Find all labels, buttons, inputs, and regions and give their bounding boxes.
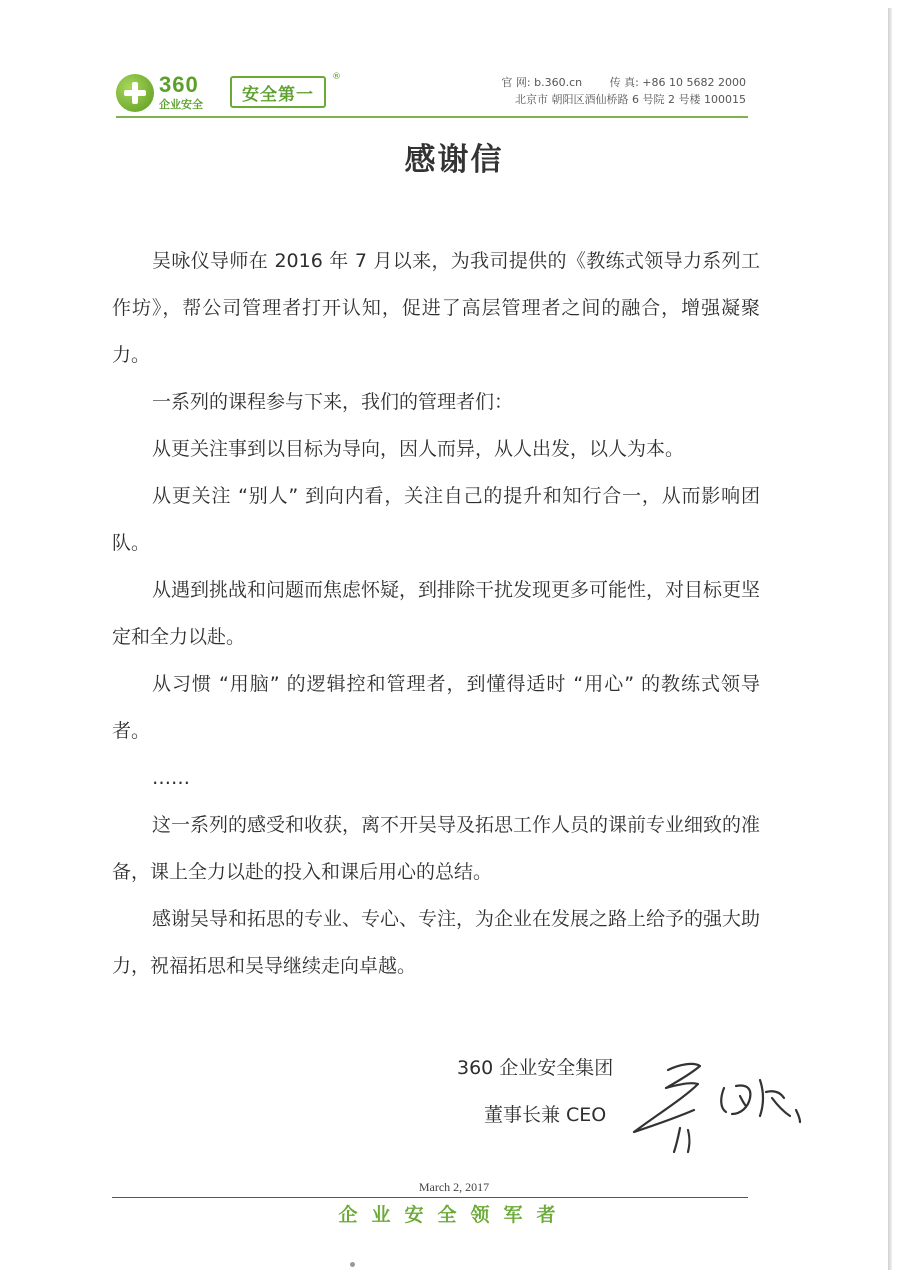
paragraph: 从更关注事到以目标为导向，因人而异，从人出发，以人为本。 <box>152 438 685 460</box>
footer-divider <box>112 1197 748 1198</box>
logo-subtitle: 企业安全 <box>159 98 203 111</box>
paragraph: …… <box>152 767 190 789</box>
scan-edge <box>888 8 892 1270</box>
paragraph: 吴咏仪导师在 2016 年 7 月以来，为我司提供的《教练式领导力系列工作坊》，帮公司管理者打开认知，促进了高层管理者之间的融合，增强凝聚力。 <box>112 250 760 366</box>
letter-date: March 2, 2017 <box>418 1180 490 1194</box>
contact-line-1 <box>501 74 746 91</box>
paragraph: 从遇到挑战和问题而焦虑怀疑，到排除干扰发现更多可能性，对目标更坚定和全力以赴。 <box>112 579 761 648</box>
logo-cross-icon <box>116 74 154 112</box>
paragraph: 一系列的课程参与下来，我们的管理者们： <box>152 391 514 413</box>
paragraph: 这一系列的感受和收获，离不开吴导及拓思工作人员的课前专业细致的准备，课上全力以赴的投入和课后用心的总结。 <box>112 814 761 883</box>
registered-mark: ® <box>332 72 341 82</box>
header-divider <box>116 116 748 118</box>
letter-body <box>112 238 760 990</box>
website-label: 官 网: <box>501 76 531 89</box>
letter-title: 感谢信 <box>404 142 504 178</box>
fax-label: 传 真: <box>609 76 639 89</box>
paragraph: 从习惯 “用脑” 的逻辑控和管理者，到懂得适时 “用心” 的教练式领导者。 <box>112 673 760 742</box>
scan-speck <box>350 1262 355 1267</box>
footer-slogan: 企业安全领军者 <box>338 1204 570 1226</box>
contact-info <box>501 74 746 108</box>
company-logo <box>116 72 346 116</box>
logo-number: 360 <box>159 72 199 97</box>
website: b.360.cn <box>534 76 583 89</box>
logo-slogan-box: 安全第一 <box>230 76 326 108</box>
signer-organization: 360 企业安全集团 <box>457 1057 614 1079</box>
paragraph: 从更关注 “别人” 到向内看，关注自己的提升和知行合一，从而影响团队。 <box>112 485 760 554</box>
fax: +86 10 5682 2000 <box>642 76 746 89</box>
address: 北京市 朝阳区酒仙桥路 6 号院 2 号楼 100015 <box>515 93 746 106</box>
handwritten-signature <box>628 1058 808 1158</box>
paragraph: 感谢吴导和拓思的专业、专心、专注，为企业在发展之路上给予的强大助力，祝福拓思和吴导继续走向卓越。 <box>112 908 761 977</box>
signer-role: 董事长兼 CEO <box>484 1104 607 1126</box>
